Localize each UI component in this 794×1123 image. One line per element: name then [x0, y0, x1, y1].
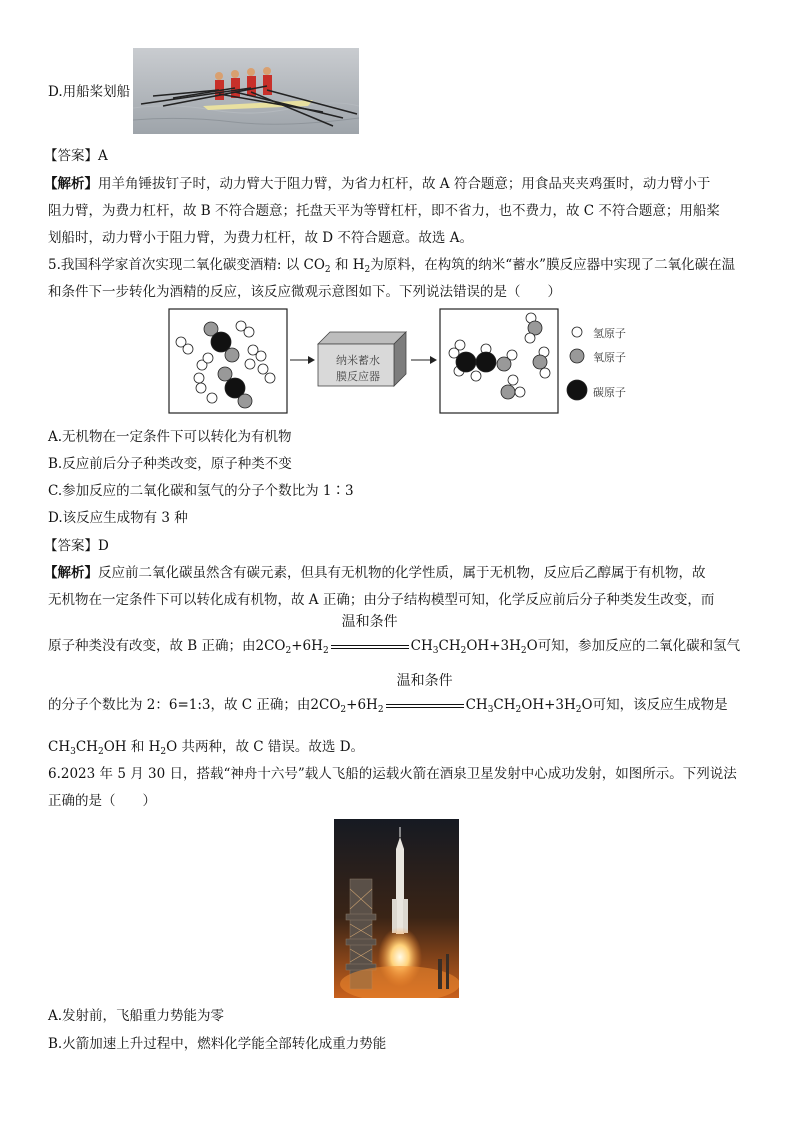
q5-analysis-line5	[48, 737, 364, 757]
eq-right: CH	[410, 638, 433, 654]
q5-stem-part-b: 和 H	[334, 257, 365, 273]
eq-condition: 温和条件	[396, 673, 453, 689]
q5-stem-part-c: 为原料，在构筑的纳米“蓄水”膜反应器中实现了二氧化碳在温	[370, 257, 736, 273]
eq-plus: +6H	[346, 697, 378, 713]
q6-option-a: A.发射前，飞船重力势能为零	[48, 1008, 225, 1024]
eq-condition-arrow	[329, 614, 411, 656]
q5-sub: 2	[324, 265, 331, 275]
eq-right: CH	[438, 638, 461, 654]
q5-line5-text: O 共两种，故 C 错误。故选 D。	[166, 739, 365, 755]
q4-analysis-line1	[44, 174, 710, 194]
eq-right: OH+3H	[466, 638, 521, 654]
eq-sub: 2	[160, 747, 167, 757]
eq-right: O	[581, 697, 593, 713]
ethanol-formula: CH	[48, 739, 71, 755]
q5-line3-post: 可知，参加反应的二氧化碳和氢气	[537, 638, 741, 654]
eq-sub: 3	[70, 747, 76, 757]
q6-option-b: B.火箭加速上升过程中，燃料化学能全部转化成重力势能	[48, 1036, 387, 1052]
q5-sub: 2	[364, 265, 371, 275]
q5-option-a: A.无机物在一定条件下可以转化为有机物	[48, 429, 292, 445]
q5-line4-post: 可知，该反应生成物是	[592, 697, 728, 713]
eq-right: OH+3H	[521, 697, 576, 713]
eq-plus: +6H	[291, 638, 323, 654]
eq-sub: 2	[285, 646, 292, 656]
equation-1	[255, 614, 538, 656]
eq-sub: 2	[377, 705, 384, 715]
reactor-label-1: 纳米蓄水	[336, 354, 380, 367]
q5-analysis-line4	[48, 673, 728, 715]
q4-option-d: D.用船桨划船	[48, 84, 131, 100]
eq-sub: 3	[432, 646, 439, 656]
q5-line4-pre: 的分子个数比为 2：6=1:3，故 C 正确；由	[48, 697, 311, 713]
ethanol-formula: OH	[103, 739, 131, 755]
q5-line5-text: 和 H	[130, 739, 161, 755]
q5-analysis-text1: 反应前二氧化碳虽然含有碳元素，但具有无机物的化学性质，属于无机物，反应后乙醇属于有机物，故	[98, 565, 706, 581]
q5-analysis-line3	[48, 614, 741, 656]
eq-sub: 2	[97, 747, 104, 757]
eq-right: CH	[493, 697, 516, 713]
eq-condition-arrow	[384, 673, 466, 715]
legend-hydrogen: 氢原子	[593, 327, 626, 340]
q5-option-c: C.参加反应的二氧化碳和氢气的分子个数比为 1∶3	[48, 483, 354, 499]
q4-answer: 【答案】A	[44, 148, 108, 164]
q4-analysis-line2: 阻力臂，为费力杠杆，故 B 不符合题意；托盘天平为等臂杠杆，即不省力，也不费力，故 C 不符合题意；用船桨	[48, 203, 720, 219]
eq-sub: 2	[515, 705, 522, 715]
reactor-label-2: 膜反应器	[336, 370, 380, 383]
eq-left: 2CO	[310, 697, 341, 713]
rowing-photo	[133, 48, 359, 134]
eq-sub: 2	[322, 646, 329, 656]
eq-left: 2CO	[255, 638, 286, 654]
q5-analysis-line1	[44, 563, 706, 583]
q5-line3-pre: 原子种类没有改变，故 B 正确；由	[48, 638, 256, 654]
q5-answer: 【答案】D	[44, 538, 109, 554]
eq-sub: 3	[487, 705, 494, 715]
q5-stem-line2: 和条件下一步转化为酒精的反应，该反应微观示意图如下。下列说法错误的是（ ）	[48, 284, 561, 300]
reaction-diagram	[168, 308, 638, 416]
eq-sub: 2	[520, 646, 527, 656]
eq-right: CH	[465, 697, 488, 713]
q5-stem-part-a: 5.我国科学家首次实现二氧化碳变酒精: 以 CO	[48, 257, 325, 273]
q4-analysis-text1: 用羊角锤拔钉子时，动力臂大于阻力臂，为省力杠杆，故 A 符合题意；用食品夹夹鸡蛋时，动力臂小于	[98, 176, 711, 192]
rocket-launch-photo	[334, 819, 459, 998]
equation-2	[310, 673, 593, 715]
legend-carbon: 碳原子	[593, 386, 626, 399]
q6-stem-line2: 正确的是（ ）	[48, 793, 156, 809]
q6-stem-line1: 6.2023 年 5 月 30 日，搭载“神舟十六号”载人飞船的运载火箭在酒泉卫星发射中心成功发射，如图所示。下列说法	[48, 766, 737, 782]
eq-sub: 2	[575, 705, 582, 715]
eq-sub: 2	[460, 646, 467, 656]
q5-option-b: B.反应前后分子种类改变，原子种类不变	[48, 456, 292, 472]
q5-analysis-line2: 无机物在一定条件下可以转化成有机物，故 A 正确；由分子结构模型可知，化学反应前后分子种类发生改变，而	[48, 592, 715, 608]
eq-right: O	[526, 638, 538, 654]
legend-oxygen: 氧原子	[593, 351, 626, 364]
q5-analysis-tag: 【解析】	[44, 565, 98, 581]
q4-analysis-line3: 划船时，动力臂小于阻力臂，为费力杠杆，故 D 不符合题意。故选 A。	[48, 230, 473, 246]
eq-sub: 2	[340, 705, 347, 715]
eq-condition: 温和条件	[341, 614, 398, 630]
q5-option-d: D.该反应生成物有 3 种	[48, 510, 188, 526]
q4-analysis-tag: 【解析】	[44, 176, 98, 192]
q5-stem-line1	[48, 255, 735, 275]
ethanol-formula: CH	[75, 739, 98, 755]
